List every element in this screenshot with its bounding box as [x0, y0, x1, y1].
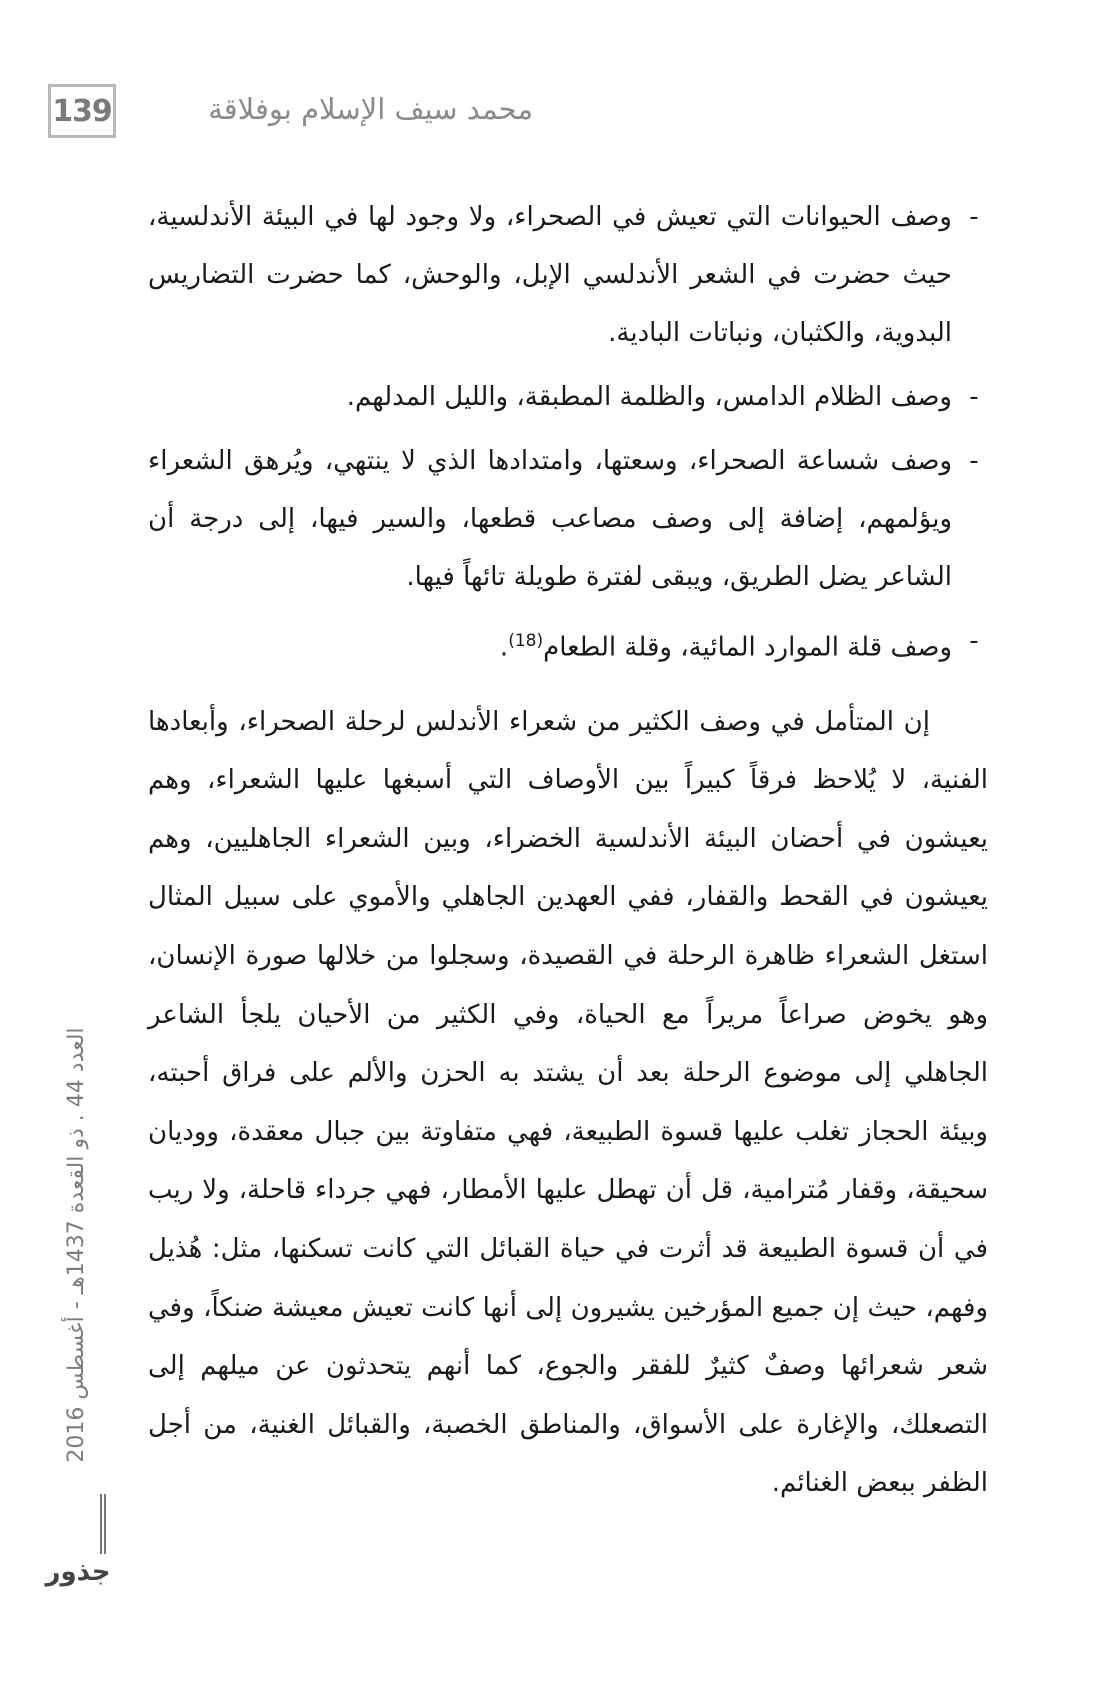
sentence-end: .: [499, 632, 509, 663]
list-item: [148, 432, 988, 606]
dash-marker: -: [969, 382, 979, 412]
page-number: 139: [48, 84, 116, 138]
list-item-text: وصف قلة الموارد المائية، وقلة الطعام: [543, 632, 952, 663]
list-item: [148, 368, 988, 426]
bullet-list: [148, 188, 988, 677]
journal-logo: جذور: [45, 1557, 111, 1587]
main-content: [148, 188, 988, 1513]
list-item-text: وصف الحيوانات التي تعيش في الصحراء، ولا وجود لها في البيئة الأندلسية، حيث حضرت في الشعر الأندلسي الإبل، والوحش، كما حضرت التضاريس البدوية، والكثبان، ونباتات البادية.: [148, 202, 952, 348]
dash-marker: -: [969, 202, 979, 232]
list-item-text: وصف شساعة الصحراء، وسعتها، وامتدادها الذي لا ينتهي، ويُرهق الشعراء ويؤلمهم، إضافة إلى وصف مصاعب قطعها، والسير فيها، إلى درجة أن الشاعر يضل الطريق، ويبقى لفترة طويلة تائهاً فيها.: [148, 446, 952, 592]
footnote-ref: (18): [508, 631, 544, 651]
list-item: [148, 612, 988, 677]
double-rule-divider: [100, 1494, 106, 1554]
running-head-author: محمد سيف الإسلام بوفلاقة: [208, 92, 533, 126]
list-item-text: وصف الظلام الدامس، والظلمة المطبقة، والليل المدلهم.: [346, 382, 952, 412]
issue-info-caption: العدد 44 . ذو القعدة 1437هـ - أغسطس 2016: [64, 1027, 89, 1463]
list-item: [148, 188, 988, 362]
dash-marker: -: [969, 446, 979, 476]
dash-marker: -: [969, 626, 979, 656]
body-paragraph: إن المتأمل في وصف الكثير من شعراء الأندلس لرحلة الصحراء، وأبعادها الفنية، لا يُلاحظ فرقاً كبيراً بين الأوصاف التي أسبغها عليها الشعراء، وهم يعيشون في أحضان البيئة الأندلسية الخضراء، وبين الشعراء الجاهليين، وهم يعيشون في القحط والقفار، ففي العهدين الجاهلي والأموي على سبيل المثال استغل الشعراء ظاهرة الرحلة في القصيدة، وسجلوا من خلالها صورة الإنسان، وهو يخوض صراعاً مريراً مع الحياة، وفي الكثير من الأحيان يلجأ الشاعر الجاهلي إلى موضوع الرحلة بعد أن يشتد به الحزن والألم على فراق أحبته، وبيئة الحجاز تغلب عليها قسوة الطبيعة، فهي متفاوتة بين جبال معقدة، ووديان سحيقة، وقفار مُترامية، قل أن تهطل عليها الأمطار، فهي جرداء قاحلة، ولا ريب في أن قسوة الطبيعة قد أثرت في حياة القبائل التي كانت تسكنها، مثل: هُذيل وفهم، حيث إن جميع المؤرخين يشيرون إلى أنها كانت تعيش معيشة ضنكاً، وفي شعر شعرائها وصفٌ كثيرٌ للفقر والجوع، كما أنهم يتحدثون عن ميلهم إلى التصعلك، والإغارة على الأسواق، والمناطق الخصبة، والقبائل الغنية، من أجل الظفر ببعض الغنائم.: [148, 706, 988, 1499]
